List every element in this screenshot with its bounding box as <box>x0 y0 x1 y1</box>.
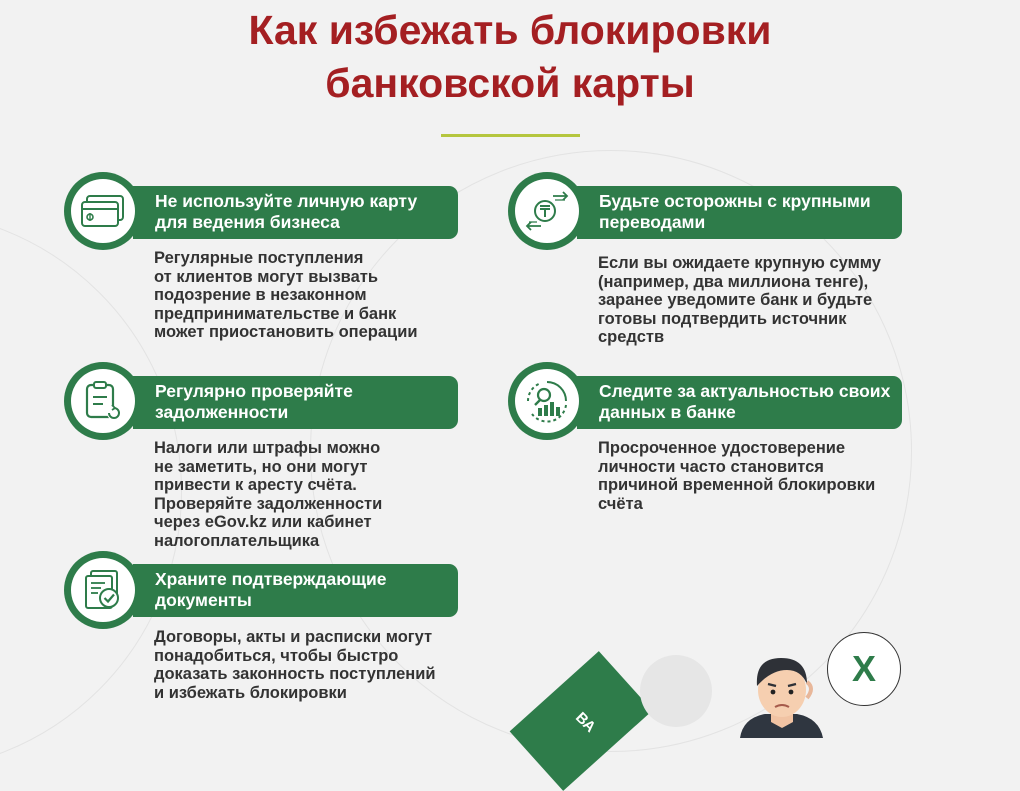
tip-heading: Регулярно проверяйте задолженности <box>133 376 458 429</box>
speech-bubble <box>827 632 901 706</box>
tip-icon-badge <box>508 362 586 440</box>
tip-text: Договоры, акты и расписки могут понадобиться, чтобы быстро доказать законность поступлений и избежать блокировки <box>154 628 436 702</box>
tip-text: Налоги или штрафы можно не заметить, но они могут привести к аресту счёта. Проверяйте задолженности через eGov.kz или кабинет налогоплательщика <box>154 439 383 550</box>
title-line-2: банковской карты <box>325 60 695 106</box>
tip-icon-badge <box>508 172 586 250</box>
decorative-circle <box>640 655 712 727</box>
analytics-search-icon <box>524 378 570 424</box>
page-title <box>0 4 1020 110</box>
bank-card-label: ВА <box>572 709 599 736</box>
tip-text: Регулярные поступления от клиентов могут вызвать подозрение в незаконном предпринимательстве и банк может приостановить операции <box>154 249 418 341</box>
x-mark-icon: X <box>851 648 876 689</box>
title-underline <box>441 134 580 137</box>
worried-man-illustration <box>735 652 830 738</box>
tip-text: Просроченное удостоверение личности часто становится причиной временной блокировки счёта <box>598 439 876 513</box>
tip-icon-badge <box>64 362 142 440</box>
tip-icon-badge <box>64 172 142 250</box>
tip-heading: Следите за актуальностью своих данных в банке <box>577 376 902 429</box>
document-check-icon <box>81 568 125 612</box>
clipboard-refresh-icon <box>83 379 123 423</box>
tip-text: Если вы ожидаете крупную сумму (например, два миллиона тенге), заранее уведомите банк и будьте готовы подтвердить источник средств <box>598 254 881 346</box>
tip-heading: Будьте осторожны с крупными переводами <box>577 186 902 239</box>
tip-heading: Храните подтверждающие документы <box>133 564 458 617</box>
tip-heading: Не используйте личную карту для ведения бизнеса <box>133 186 458 239</box>
tenge-transfer-icon <box>523 189 571 233</box>
title-line-1: Как избежать блокировки <box>248 7 772 53</box>
tip-icon-badge <box>64 551 142 629</box>
credit-card-icon <box>80 193 126 229</box>
